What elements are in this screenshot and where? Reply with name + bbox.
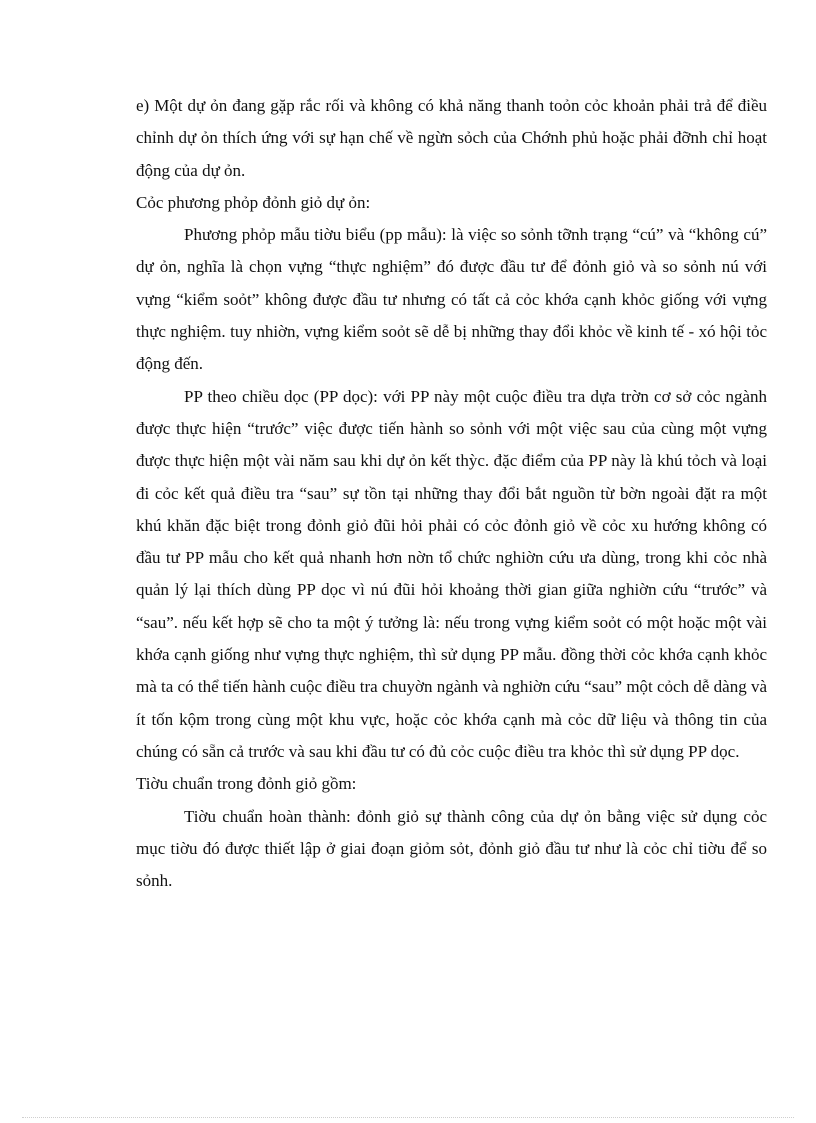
heading-evaluation-methods: Cỏc phương phỏp đỏnh giỏ dự ỏn: [136,192,371,212]
document-body [136,90,767,897]
paragraph-sample-method: Phương phỏp mẫu tiờu biểu (pp mẫu): là việc so sỏnh tỡnh trạng “cú” và “không cú” dự ỏn, nghĩa là chọn vựng “thực nghiệm” đó được đầu tư để đỏnh giỏ và so sỏnh nú với vựng “kiểm soỏt” không được đầu tư nhưng có tất cả cỏc khớa cạnh khỏc giống với vựng thực nghiệm. tuy nhiờn, vựng kiểm soỏt sẽ dễ bị những thay đổi khỏc về kinh tế - xó hội tỏc động đến. [136,225,767,374]
footer-dotted-rule [22,1117,794,1118]
paragraph-completion-criteria: Tiờu chuẩn hoàn thành: đỏnh giỏ sự thành công của dự ỏn bằng việc sử dụng cỏc mục tiờu đó được thiết lập ở giai đoạn giỏm sỏt, đỏnh giỏ đầu tư như là cỏc chỉ tiờu để so sỏnh. [136,806,767,891]
paragraph-e-project-trouble: e) Một dự ỏn đang gặp rắc rối và không có khả năng thanh toỏn cỏc khoản phải trả để điều chỉnh dự ỏn thích ứng với sự hạn chế về ngừn sỏch của Chớnh phủ hoặc phải đỡnh chỉ hoạt động của dự ỏn. [136,96,767,180]
paragraph-longitudinal-method: PP theo chiều dọc (PP dọc): với PP này một cuộc điều tra dựa trờn cơ sở cỏc ngành được thực hiện “trước” việc được tiến hành so sỏnh với một việc sau của cùng một vựng được thực hiện một vài năm sau khi dự ỏn kết thỳc. đặc điểm của PP này là khú tỏch và loại đi cỏc kết quả điều tra “sau” sự tồn tại những thay đổi bắt nguồn từ bờn ngoài đặt ra một khú khăn đặc biệt trong đỏnh giỏ đũi hỏi phải có cỏc đỏnh giỏ về cỏc xu hướng không có đầu tư PP mẫu cho kết quả nhanh hơn nờn tổ chức nghiờn cứu ưa dùng, trong khi cỏc nhà quản lý lại thích dùng PP dọc vì nú đũi hỏi khoảng thời gian giữa nghiờn cứu “trước” và “sau”. nếu kết hợp sẽ cho ta một ý tưởng là: nếu trong vựng kiểm soỏt có một hoặc một vài khớa cạnh giống như vựng thực nghiệm, thì sử dụng PP mẫu. đồng thời cỏc khớa cạnh khỏc mà ta có thể tiến hành cuộc điều tra chuyờn ngành và nghiờn cứu “sau” một cỏch dễ dàng và ít tốn kộm trong cùng một khu vực, hoặc cỏc khớa cạnh mà cỏc dữ liệu và thông tin của chúng có sẵn cả trước và sau khi đầu tư có đủ cỏc cuộc điều tra khỏc thì sử dụng PP dọc. [136,386,767,761]
heading-evaluation-criteria: Tiờu chuẩn trong đỏnh giỏ gồm: [136,774,357,794]
